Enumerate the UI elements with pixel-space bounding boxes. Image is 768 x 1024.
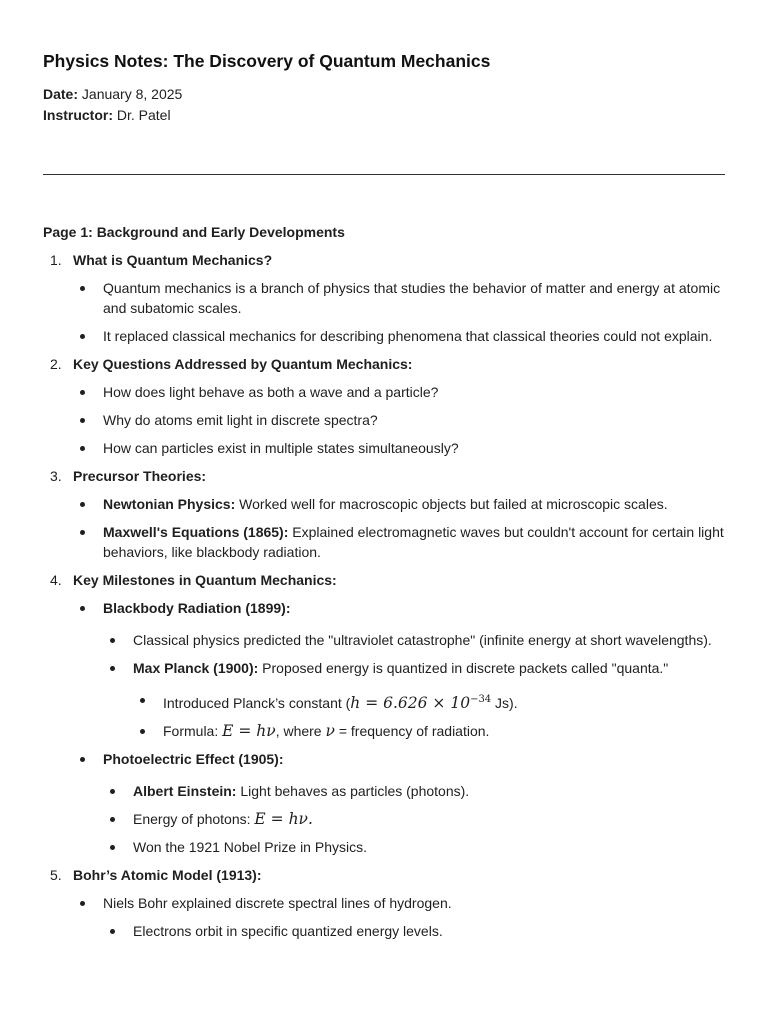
constant-suffix: Js). (491, 695, 518, 712)
einstein-text: Light behaves as particles (photons). (236, 783, 470, 800)
bullet: Won the 1921 Nobel Prize in Physics. (103, 837, 725, 857)
einstein-term: Albert Einstein: (133, 783, 237, 800)
bullet: Electrons orbit in specific quantized energy levels. (103, 921, 725, 941)
item-heading: Key Milestones in Quantum Mechanics: (73, 572, 337, 588)
bullet (73, 893, 725, 941)
formula-where: , where (275, 723, 326, 740)
divider (43, 174, 725, 175)
item-number: 4. (50, 572, 62, 588)
list-item (43, 570, 725, 857)
bullet-term: Maxwell's Equations (1865): (103, 524, 289, 540)
planck-constant-math (350, 694, 491, 712)
bullet: How does light behave as both a wave and a particle? (73, 382, 725, 402)
item-heading: What is Quantum Mechanics? (73, 252, 273, 268)
bullet: How can particles exist in multiple states simultaneously? (73, 438, 725, 458)
page-title: Physics Notes: The Discovery of Quantum Mechanics (43, 51, 491, 71)
bullet (73, 522, 725, 562)
date-line (43, 84, 725, 105)
bullet: Classical physics predicted the "ultraviolet catastrophe" (infinite energy at short wavelengths). (103, 630, 725, 650)
bullet: Why do atoms emit light in discrete spectra? (73, 410, 725, 430)
formula-suffix: = frequency of radiation. (334, 723, 490, 740)
energy-prefix: Energy of photons: (133, 811, 255, 828)
bullet (73, 494, 725, 514)
bullet (133, 690, 725, 713)
bullet (133, 721, 725, 741)
item-number: 3. (50, 468, 62, 484)
nu-symbol: ν (325, 722, 335, 741)
instructor-value: Dr. Patel (116, 107, 171, 123)
date-label: Date: (43, 86, 79, 102)
item-number: 1. (50, 252, 62, 268)
list-item (43, 354, 725, 458)
bullet (103, 781, 725, 801)
bullet (73, 598, 725, 741)
list-item (43, 466, 725, 562)
constant-prefix: Introduced Planck’s constant ( (163, 695, 351, 712)
planck-text: Proposed energy is quantized in discrete packets called "quanta." (258, 660, 669, 676)
bullet: It replaced classical mechanics for describing phenomena that classical theories could not explain. (73, 326, 725, 346)
formula-math: E = hν (222, 722, 276, 741)
date-value: January 8, 2025 (81, 86, 183, 102)
bullet (73, 749, 725, 857)
constant-exponent: −34 (470, 694, 492, 705)
bullet: Quantum mechanics is a branch of physics that studies the behavior of matter and energy at atomic and subatomic scales. (73, 278, 725, 318)
bullet (103, 658, 725, 741)
formula-prefix: Formula: (163, 723, 223, 740)
item-heading: Key Questions Addressed by Quantum Mechanics: (73, 356, 413, 372)
bullet (103, 809, 725, 829)
list-item (43, 250, 725, 346)
topic-list (43, 250, 725, 941)
bullet-term: Newtonian Physics: (103, 496, 236, 512)
list-item (43, 865, 725, 941)
instructor-label: Instructor: (43, 107, 113, 123)
bohr-text: Niels Bohr explained discrete spectral lines of hydrogen. (103, 895, 452, 912)
planck-term: Max Planck (1900): (133, 660, 259, 676)
bullet-text: Explained electromagnetic waves but couldn't account for certain light behaviors, like blackbody radiation. (103, 524, 724, 560)
constant-math: h = 6.626 × 10 (350, 694, 471, 713)
item-number: 2. (50, 356, 62, 372)
item-number: 5. (50, 867, 62, 884)
instructor-line (43, 105, 725, 126)
section-title: Page 1: Background and Early Developments (43, 224, 345, 240)
item-heading: Bohr’s Atomic Model (1913): (73, 867, 262, 884)
bullet-text: Worked well for macroscopic objects but failed at microscopic scales. (235, 496, 668, 512)
blackbody-title: Blackbody Radiation (1899): (103, 600, 291, 616)
photoelectric-title: Photoelectric Effect (1905): (103, 751, 284, 768)
energy-math: E = hν. (254, 810, 313, 829)
item-heading: Precursor Theories: (73, 468, 207, 484)
